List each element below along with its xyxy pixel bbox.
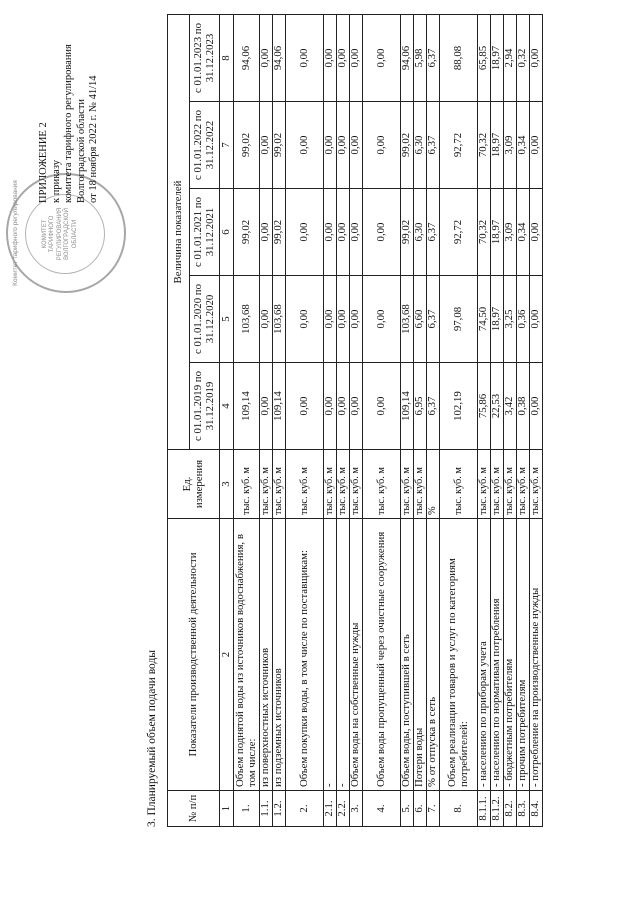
row-unit: тыс. куб. м bbox=[478, 450, 491, 519]
row-value: 0,00 bbox=[260, 14, 273, 101]
row-value: 0,00 bbox=[350, 363, 363, 450]
row-value: 74,50 bbox=[478, 276, 491, 363]
row-value: 0,00 bbox=[337, 102, 350, 189]
header-period: с 01.01.2023 по 31.12.2023 bbox=[190, 14, 220, 101]
header-period: с 01.01.2021 по 31.12.2021 bbox=[190, 189, 220, 276]
row-value: 3,09 bbox=[504, 102, 517, 189]
row-value: 0,00 bbox=[530, 363, 543, 450]
row-value: 103,68 bbox=[401, 276, 414, 363]
row-name: - потребление на производственные нужды bbox=[530, 519, 543, 791]
row-unit: тыс. куб. м bbox=[324, 450, 337, 519]
row-value: 103,68 bbox=[273, 276, 286, 363]
col-number: 4 bbox=[220, 363, 234, 450]
row-name: - bbox=[337, 519, 350, 791]
table-row bbox=[517, 14, 530, 826]
row-value: 0,00 bbox=[337, 189, 350, 276]
row-unit: тыс. куб. м bbox=[504, 450, 517, 519]
water-supply-table bbox=[167, 14, 543, 827]
row-value: 0,00 bbox=[324, 102, 337, 189]
table-row bbox=[324, 14, 337, 826]
row-name: Объем воды, поступившей в сеть bbox=[401, 519, 414, 791]
row-value: 0,00 bbox=[350, 14, 363, 101]
row-value: 0,00 bbox=[260, 363, 273, 450]
row-value: 99,02 bbox=[273, 102, 286, 189]
row-value: 0,00 bbox=[363, 189, 401, 276]
row-value: 65,85 bbox=[478, 14, 491, 101]
appendix-line-1: к приказу bbox=[50, 160, 62, 203]
row-value: 70,32 bbox=[478, 189, 491, 276]
row-unit: тыс. куб. м bbox=[401, 450, 414, 519]
header-period: с 01.01.2020 по 31.12.2020 bbox=[190, 276, 220, 363]
table-row bbox=[427, 14, 440, 826]
row-value: 6,37 bbox=[427, 14, 440, 101]
row-value: 109,14 bbox=[273, 363, 286, 450]
row-value: 2,94 bbox=[504, 14, 517, 101]
header-period: с 01.01.2022 по 31.12.2022 bbox=[190, 102, 220, 189]
row-name: - bbox=[324, 519, 337, 791]
row-value: 6,37 bbox=[427, 189, 440, 276]
row-value: 0,36 bbox=[517, 276, 530, 363]
row-value: 0,34 bbox=[517, 102, 530, 189]
row-value: 0,00 bbox=[363, 276, 401, 363]
row-value: 0,00 bbox=[260, 189, 273, 276]
row-value: 99,02 bbox=[401, 189, 414, 276]
row-value: 0,00 bbox=[260, 276, 273, 363]
seal-center-text: КОМИТЕТ ТАРИФНОГО РЕГУЛИРОВАНИЯ ВОЛГОГРАДСКОЙ ОБЛАСТИ bbox=[42, 207, 78, 261]
table-row bbox=[286, 14, 324, 826]
row-num: 8.4. bbox=[530, 791, 543, 827]
row-num: 1.1. bbox=[260, 791, 273, 827]
row-value: 0,00 bbox=[530, 276, 543, 363]
row-value: 18,97 bbox=[491, 14, 504, 101]
row-unit: тыс. куб. м bbox=[491, 450, 504, 519]
row-num: 2.2. bbox=[337, 791, 350, 827]
row-value: 0,00 bbox=[530, 102, 543, 189]
row-name: Объем воды пропущенный через очистные сооружения bbox=[363, 519, 401, 791]
row-num: 1. bbox=[234, 791, 260, 827]
header-values-group: Величина показателей bbox=[168, 14, 190, 449]
row-value: 0,38 bbox=[517, 363, 530, 450]
row-name: % от отпуска в сеть bbox=[427, 519, 440, 791]
row-value: 99,02 bbox=[234, 102, 260, 189]
row-num: 8. bbox=[440, 791, 478, 827]
row-value: 18,97 bbox=[491, 189, 504, 276]
row-num: 8.1.1. bbox=[478, 791, 491, 827]
header-num: № п/п bbox=[168, 791, 220, 827]
row-value: 0,00 bbox=[286, 189, 324, 276]
row-value: 0,00 bbox=[337, 14, 350, 101]
table-row bbox=[363, 14, 401, 826]
row-value: 94,06 bbox=[401, 14, 414, 101]
row-name: - населению по нормативам потребления bbox=[491, 519, 504, 791]
row-value: 6,37 bbox=[427, 276, 440, 363]
row-value: 18,97 bbox=[491, 102, 504, 189]
header-period: с 01.01.2019 по 31.12.2019 bbox=[190, 363, 220, 450]
row-name: - населению по приборам учета bbox=[478, 519, 491, 791]
row-value: 0,00 bbox=[260, 102, 273, 189]
table-row bbox=[260, 14, 273, 826]
col-number: 6 bbox=[220, 189, 234, 276]
col-number: 3 bbox=[220, 450, 234, 519]
table-row bbox=[440, 14, 478, 826]
table-title: 3. Планируемый объем подачи воды bbox=[146, 649, 158, 827]
row-value: 99,02 bbox=[401, 102, 414, 189]
row-value: 6,60 bbox=[414, 276, 427, 363]
row-value: 0,00 bbox=[530, 189, 543, 276]
table-row bbox=[350, 14, 363, 826]
row-value: 6,30 bbox=[414, 102, 427, 189]
col-number: 7 bbox=[220, 102, 234, 189]
row-num: 6. bbox=[414, 791, 427, 827]
row-value: 6,30 bbox=[414, 189, 427, 276]
appendix-line-3: Волгоградской области bbox=[75, 98, 87, 203]
row-value: 22,53 bbox=[491, 363, 504, 450]
row-value: 0,00 bbox=[350, 276, 363, 363]
appendix-line-2: комитета тарифного регулирования bbox=[63, 44, 74, 203]
table-row bbox=[401, 14, 414, 826]
row-value: 0,00 bbox=[286, 276, 324, 363]
row-value: 92,72 bbox=[440, 189, 478, 276]
row-value: 103,68 bbox=[234, 276, 260, 363]
row-value: 0,00 bbox=[363, 363, 401, 450]
row-num: 8.1.2. bbox=[491, 791, 504, 827]
row-value: 3,09 bbox=[504, 189, 517, 276]
row-value: 0,00 bbox=[324, 189, 337, 276]
col-number: 2 bbox=[220, 519, 234, 791]
row-unit: тыс. куб. м bbox=[440, 450, 478, 519]
row-value: 0,00 bbox=[324, 276, 337, 363]
row-num: 5. bbox=[401, 791, 414, 827]
row-value: 97,08 bbox=[440, 276, 478, 363]
row-value: 0,00 bbox=[350, 102, 363, 189]
appendix-number: ПРИЛОЖЕНИЕ 2 bbox=[38, 122, 49, 203]
row-unit: тыс. куб. м bbox=[273, 450, 286, 519]
row-name: Объем покупки воды, в том числе по поставщикам: bbox=[286, 519, 324, 791]
row-name: Объем воды на собственные нужды bbox=[350, 519, 363, 791]
row-unit: тыс. куб. м bbox=[414, 450, 427, 519]
row-value: 75,86 bbox=[478, 363, 491, 450]
row-num: 7. bbox=[427, 791, 440, 827]
row-num: 8.3. bbox=[517, 791, 530, 827]
row-value: 6,37 bbox=[427, 363, 440, 450]
row-name: из поверхностных источников bbox=[260, 519, 273, 791]
table-row bbox=[414, 14, 427, 826]
table-row bbox=[504, 14, 517, 826]
row-value: 92,72 bbox=[440, 102, 478, 189]
row-value: 3,42 bbox=[504, 363, 517, 450]
row-value: 5,98 bbox=[414, 14, 427, 101]
row-value: 94,06 bbox=[273, 14, 286, 101]
row-value: 88,08 bbox=[440, 14, 478, 101]
row-value: 0,00 bbox=[286, 102, 324, 189]
row-unit: % bbox=[427, 450, 440, 519]
row-value: 70,32 bbox=[478, 102, 491, 189]
row-value: 18,97 bbox=[491, 276, 504, 363]
row-value: 0,32 bbox=[517, 14, 530, 101]
row-name: - прочим потребителям bbox=[517, 519, 530, 791]
table-row bbox=[530, 14, 543, 826]
row-value: 6,95 bbox=[414, 363, 427, 450]
row-name: Объем реализации товаров и услуг по категориям потребителей: bbox=[440, 519, 478, 791]
row-value: 0,00 bbox=[286, 14, 324, 101]
row-unit: тыс. куб. м bbox=[350, 450, 363, 519]
row-name: - бюджетным потребителям bbox=[504, 519, 517, 791]
row-value: 0,34 bbox=[517, 189, 530, 276]
row-value: 0,00 bbox=[337, 276, 350, 363]
row-unit: тыс. куб. м bbox=[517, 450, 530, 519]
seal-ring-text: Комитет тарифного регулирования bbox=[12, 180, 19, 286]
row-value: 0,00 bbox=[350, 189, 363, 276]
row-value: 94,06 bbox=[234, 14, 260, 101]
row-value: 0,00 bbox=[286, 363, 324, 450]
row-num: 4. bbox=[363, 791, 401, 827]
row-value: 0,00 bbox=[337, 363, 350, 450]
row-unit: тыс. куб. м bbox=[234, 450, 260, 519]
row-name: из подземных источников bbox=[273, 519, 286, 791]
appendix-header bbox=[38, 13, 101, 263]
row-value: 6,37 bbox=[427, 102, 440, 189]
row-num: 2.1. bbox=[324, 791, 337, 827]
row-num: 8.2. bbox=[504, 791, 517, 827]
row-value: 0,00 bbox=[363, 14, 401, 101]
row-value: 99,02 bbox=[234, 189, 260, 276]
table-row bbox=[234, 14, 260, 826]
col-number: 1 bbox=[220, 791, 234, 827]
header-indicator: Показатели производственной деятельности bbox=[168, 519, 220, 791]
row-value: 109,14 bbox=[401, 363, 414, 450]
row-value: 0,00 bbox=[363, 102, 401, 189]
row-name: Потери воды bbox=[414, 519, 427, 791]
row-unit: тыс. куб. м bbox=[363, 450, 401, 519]
row-value: 0,00 bbox=[324, 363, 337, 450]
appendix-line-4: от 18 ноября 2022 г. № 41/14 bbox=[88, 75, 99, 203]
row-unit: тыс. куб. м bbox=[337, 450, 350, 519]
table-row bbox=[337, 14, 350, 826]
header-unit: Ед. измерения bbox=[168, 450, 220, 519]
row-num: 1.2. bbox=[273, 791, 286, 827]
col-number: 5 bbox=[220, 276, 234, 363]
row-value: 99,02 bbox=[273, 189, 286, 276]
row-num: 3. bbox=[350, 791, 363, 827]
row-value: 0,00 bbox=[324, 14, 337, 101]
col-number: 8 bbox=[220, 14, 234, 101]
row-value: 0,00 bbox=[530, 14, 543, 101]
row-unit: тыс. куб. м bbox=[260, 450, 273, 519]
table-row bbox=[273, 14, 286, 826]
row-value: 102,19 bbox=[440, 363, 478, 450]
row-value: 3,25 bbox=[504, 276, 517, 363]
row-unit: тыс. куб. м bbox=[530, 450, 543, 519]
row-unit: тыс. куб. м bbox=[286, 450, 324, 519]
table-row bbox=[491, 14, 504, 826]
row-name: Объем поднятой воды из источников водоснабжения, в том числе: bbox=[234, 519, 260, 791]
row-value: 109,14 bbox=[234, 363, 260, 450]
table-row bbox=[478, 14, 491, 826]
row-num: 2. bbox=[286, 791, 324, 827]
